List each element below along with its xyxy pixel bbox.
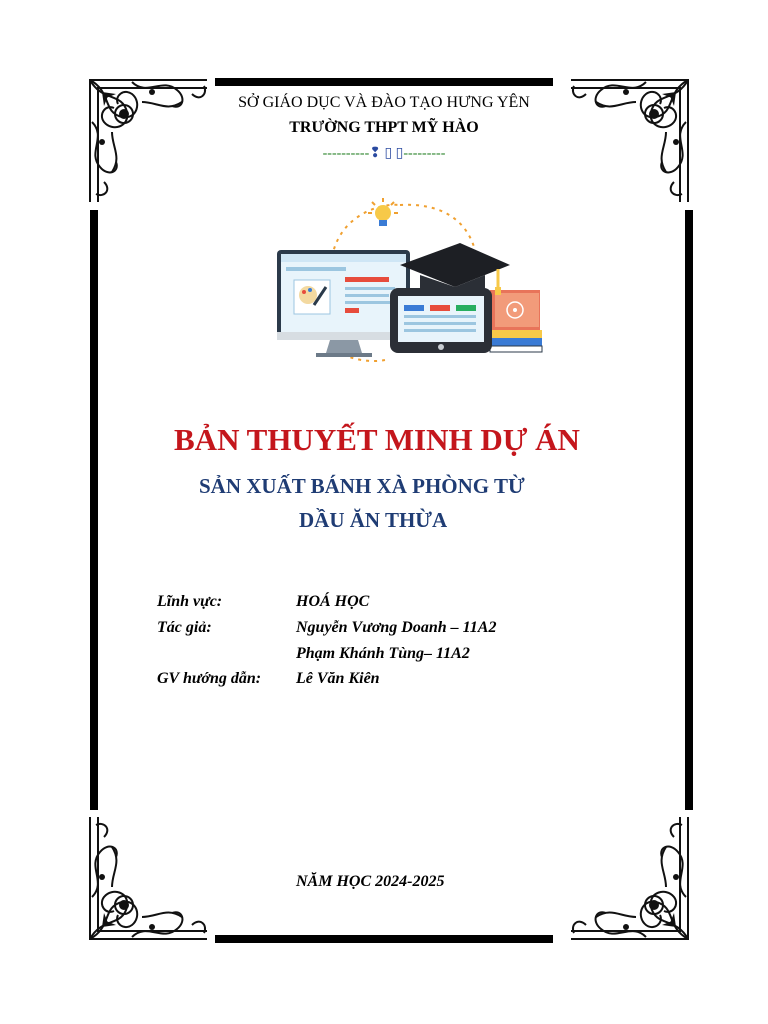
- advisor-name: Lê Văn Kiên: [296, 670, 380, 687]
- school-name: TRƯỜNG THPT MỸ HÀO: [289, 119, 479, 136]
- ornamental-corner-icon: [566, 812, 696, 947]
- ornamental-corner-icon: [82, 72, 212, 207]
- ornamental-corner-icon: [566, 72, 696, 207]
- e-learning-illustration: [270, 195, 550, 367]
- divider-right: ---------: [403, 146, 446, 161]
- author-name-1: Nguyễn Vương Doanh – 11A2: [296, 619, 497, 636]
- author-name-2: Phạm Khánh Tùng– 11A2: [296, 645, 470, 662]
- header-divider: [0, 145, 768, 162]
- project-title: BẢN THUYẾT MINH DỰ ÁN: [174, 422, 580, 457]
- frame-bottom-border: [215, 935, 553, 943]
- project-subtitle-line-2: DẦU ĂN THỪA: [299, 508, 448, 532]
- field-label: Lĩnh vực:: [157, 593, 223, 610]
- field-value: HOÁ HỌC: [296, 593, 370, 610]
- tablet-icon: [390, 288, 492, 353]
- divider-ornament-icon: ❢ ▯ ▯: [369, 146, 404, 161]
- frame-left-border: [90, 210, 98, 810]
- frame-right-border: [685, 210, 693, 810]
- department-name: SỞ GIÁO DỤC VÀ ĐÀO TẠO HƯNG YÊN: [238, 94, 530, 111]
- authors-label: Tác giả:: [157, 619, 212, 636]
- school-year: NĂM HỌC 2024-2025: [296, 873, 445, 890]
- advisor-label: GV hướng dẫn:: [157, 670, 262, 687]
- divider-left: ----------: [322, 146, 370, 161]
- frame-top-border: [215, 78, 553, 86]
- graduation-cap-icon: [400, 243, 510, 295]
- project-subtitle-line-1: SẢN XUẤT BÁNH XÀ PHÒNG TỪ: [199, 474, 525, 498]
- ornamental-corner-icon: [82, 812, 212, 947]
- books-icon: [488, 290, 542, 352]
- lightbulb-icon: [368, 198, 398, 226]
